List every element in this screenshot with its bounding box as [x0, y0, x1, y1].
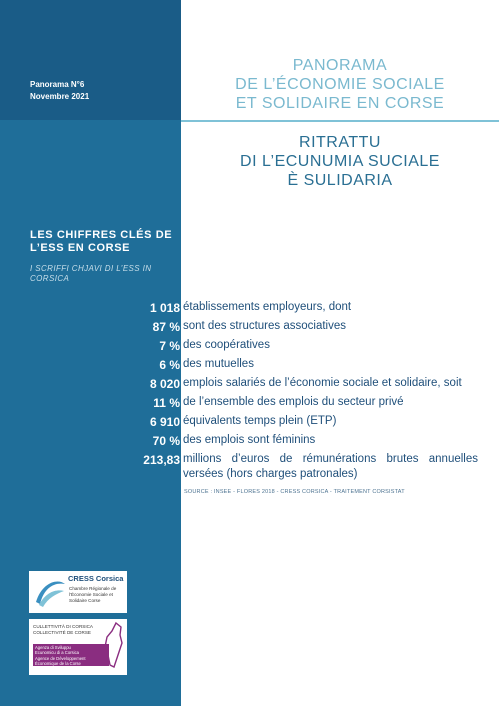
issue-date: Novembre 2021 — [30, 92, 90, 101]
adec-box-line: Économique de la Corse — [35, 660, 81, 666]
stat-value: 11 % — [153, 396, 180, 410]
adec-top-line: COLLECTIVITÉ DE CORSE — [33, 630, 91, 635]
title-french — [181, 56, 499, 113]
key-sub-line: CORSICA — [30, 274, 70, 283]
stat-text: de l’ensemble des emplois du secteur privé — [183, 396, 404, 408]
stat-value: 1 018 — [149, 301, 180, 315]
stat-row — [0, 300, 499, 319]
key-sub-line: I SCRIFFI CHJAVI DI L’ESS IN — [30, 264, 152, 273]
key-title-line: L’ESS EN CORSE — [30, 242, 131, 254]
cress-description — [69, 586, 127, 604]
cress-desc-line: Solidaire Corse — [69, 598, 101, 603]
stat-value: 87 % — [152, 320, 180, 334]
cress-name: CRESS Corsica — [68, 574, 124, 583]
stat-value: 70 % — [152, 434, 180, 448]
title-fr-line: ET SOLIDAIRE EN CORSE — [235, 95, 445, 112]
title-co-line: DI L’ECUNUMIA SUCIALE — [240, 153, 440, 170]
title-fr-line: PANORAMA — [292, 57, 388, 74]
adec-box-line: Agence de Développement — [35, 655, 86, 661]
cress-swoosh-icon — [32, 574, 68, 610]
title-co-line: È SULIDARIA — [287, 172, 393, 189]
adec-box-line: Agenza di Sviluppu — [35, 645, 71, 650]
stat-row — [0, 395, 499, 414]
stat-row — [0, 338, 499, 357]
stat-row — [0, 433, 499, 452]
stat-value: 7 % — [159, 339, 180, 353]
stat-text: des coopératives — [183, 339, 270, 351]
issue-info — [30, 79, 89, 103]
stat-text: équivalents temps plein (ETP) — [183, 415, 337, 427]
cress-desc-line: l’Économie Sociale et — [69, 592, 113, 597]
collectivite-corse-label — [33, 624, 105, 636]
cress-desc-line: Chambre Régionale de — [69, 586, 117, 591]
stat-value: 8 020 — [149, 377, 180, 391]
title-co-line: RITRATTU — [299, 134, 381, 151]
key-figures-subtitle — [30, 264, 182, 284]
adec-logo — [29, 619, 127, 675]
stat-row — [0, 357, 499, 376]
stat-text: emplois salariés de l’économie sociale et solidaire, soit — [183, 377, 462, 389]
stat-row — [0, 414, 499, 433]
key-figures-title — [30, 229, 180, 255]
cress-corsica-logo — [29, 571, 127, 613]
adec-top-line: CULLETTIVITÀ DI CORSICA — [33, 624, 93, 629]
adec-agency-box — [33, 644, 109, 666]
stat-row — [0, 452, 499, 486]
source-note: SOURCE : INSEE - FLORES 2018 - CRESS CORSICA - TRAITEMENT CORSISTAT — [184, 489, 405, 495]
title-corsican — [181, 133, 499, 190]
header-divider — [181, 120, 499, 122]
stat-row — [0, 376, 499, 395]
stat-text: des emplois sont féminins — [183, 434, 316, 446]
issue-number: Panorama N°6 — [30, 80, 85, 89]
stat-value: 6 % — [159, 358, 180, 372]
adec-box-line: Ecunomicu di a Corsica — [35, 650, 79, 656]
stat-row — [0, 319, 499, 338]
header-band — [0, 0, 181, 120]
stat-value: 6 910 — [149, 415, 180, 429]
stat-text: établissements employeurs, dont — [183, 301, 352, 313]
stat-value: 213,83 — [143, 453, 180, 467]
title-fr-line: DE L’ÉCONOMIE SOCIALE — [235, 76, 445, 93]
stat-text: sont des structures associatives — [183, 320, 346, 332]
key-figures-list — [0, 300, 499, 486]
stat-text: des mutuelles — [183, 358, 254, 370]
stat-text: millions d’euros de rémunérations brutes annuelles versées (hors charges patronales) — [183, 453, 478, 480]
key-title-line: LES CHIFFRES CLÉS DE — [30, 229, 173, 241]
